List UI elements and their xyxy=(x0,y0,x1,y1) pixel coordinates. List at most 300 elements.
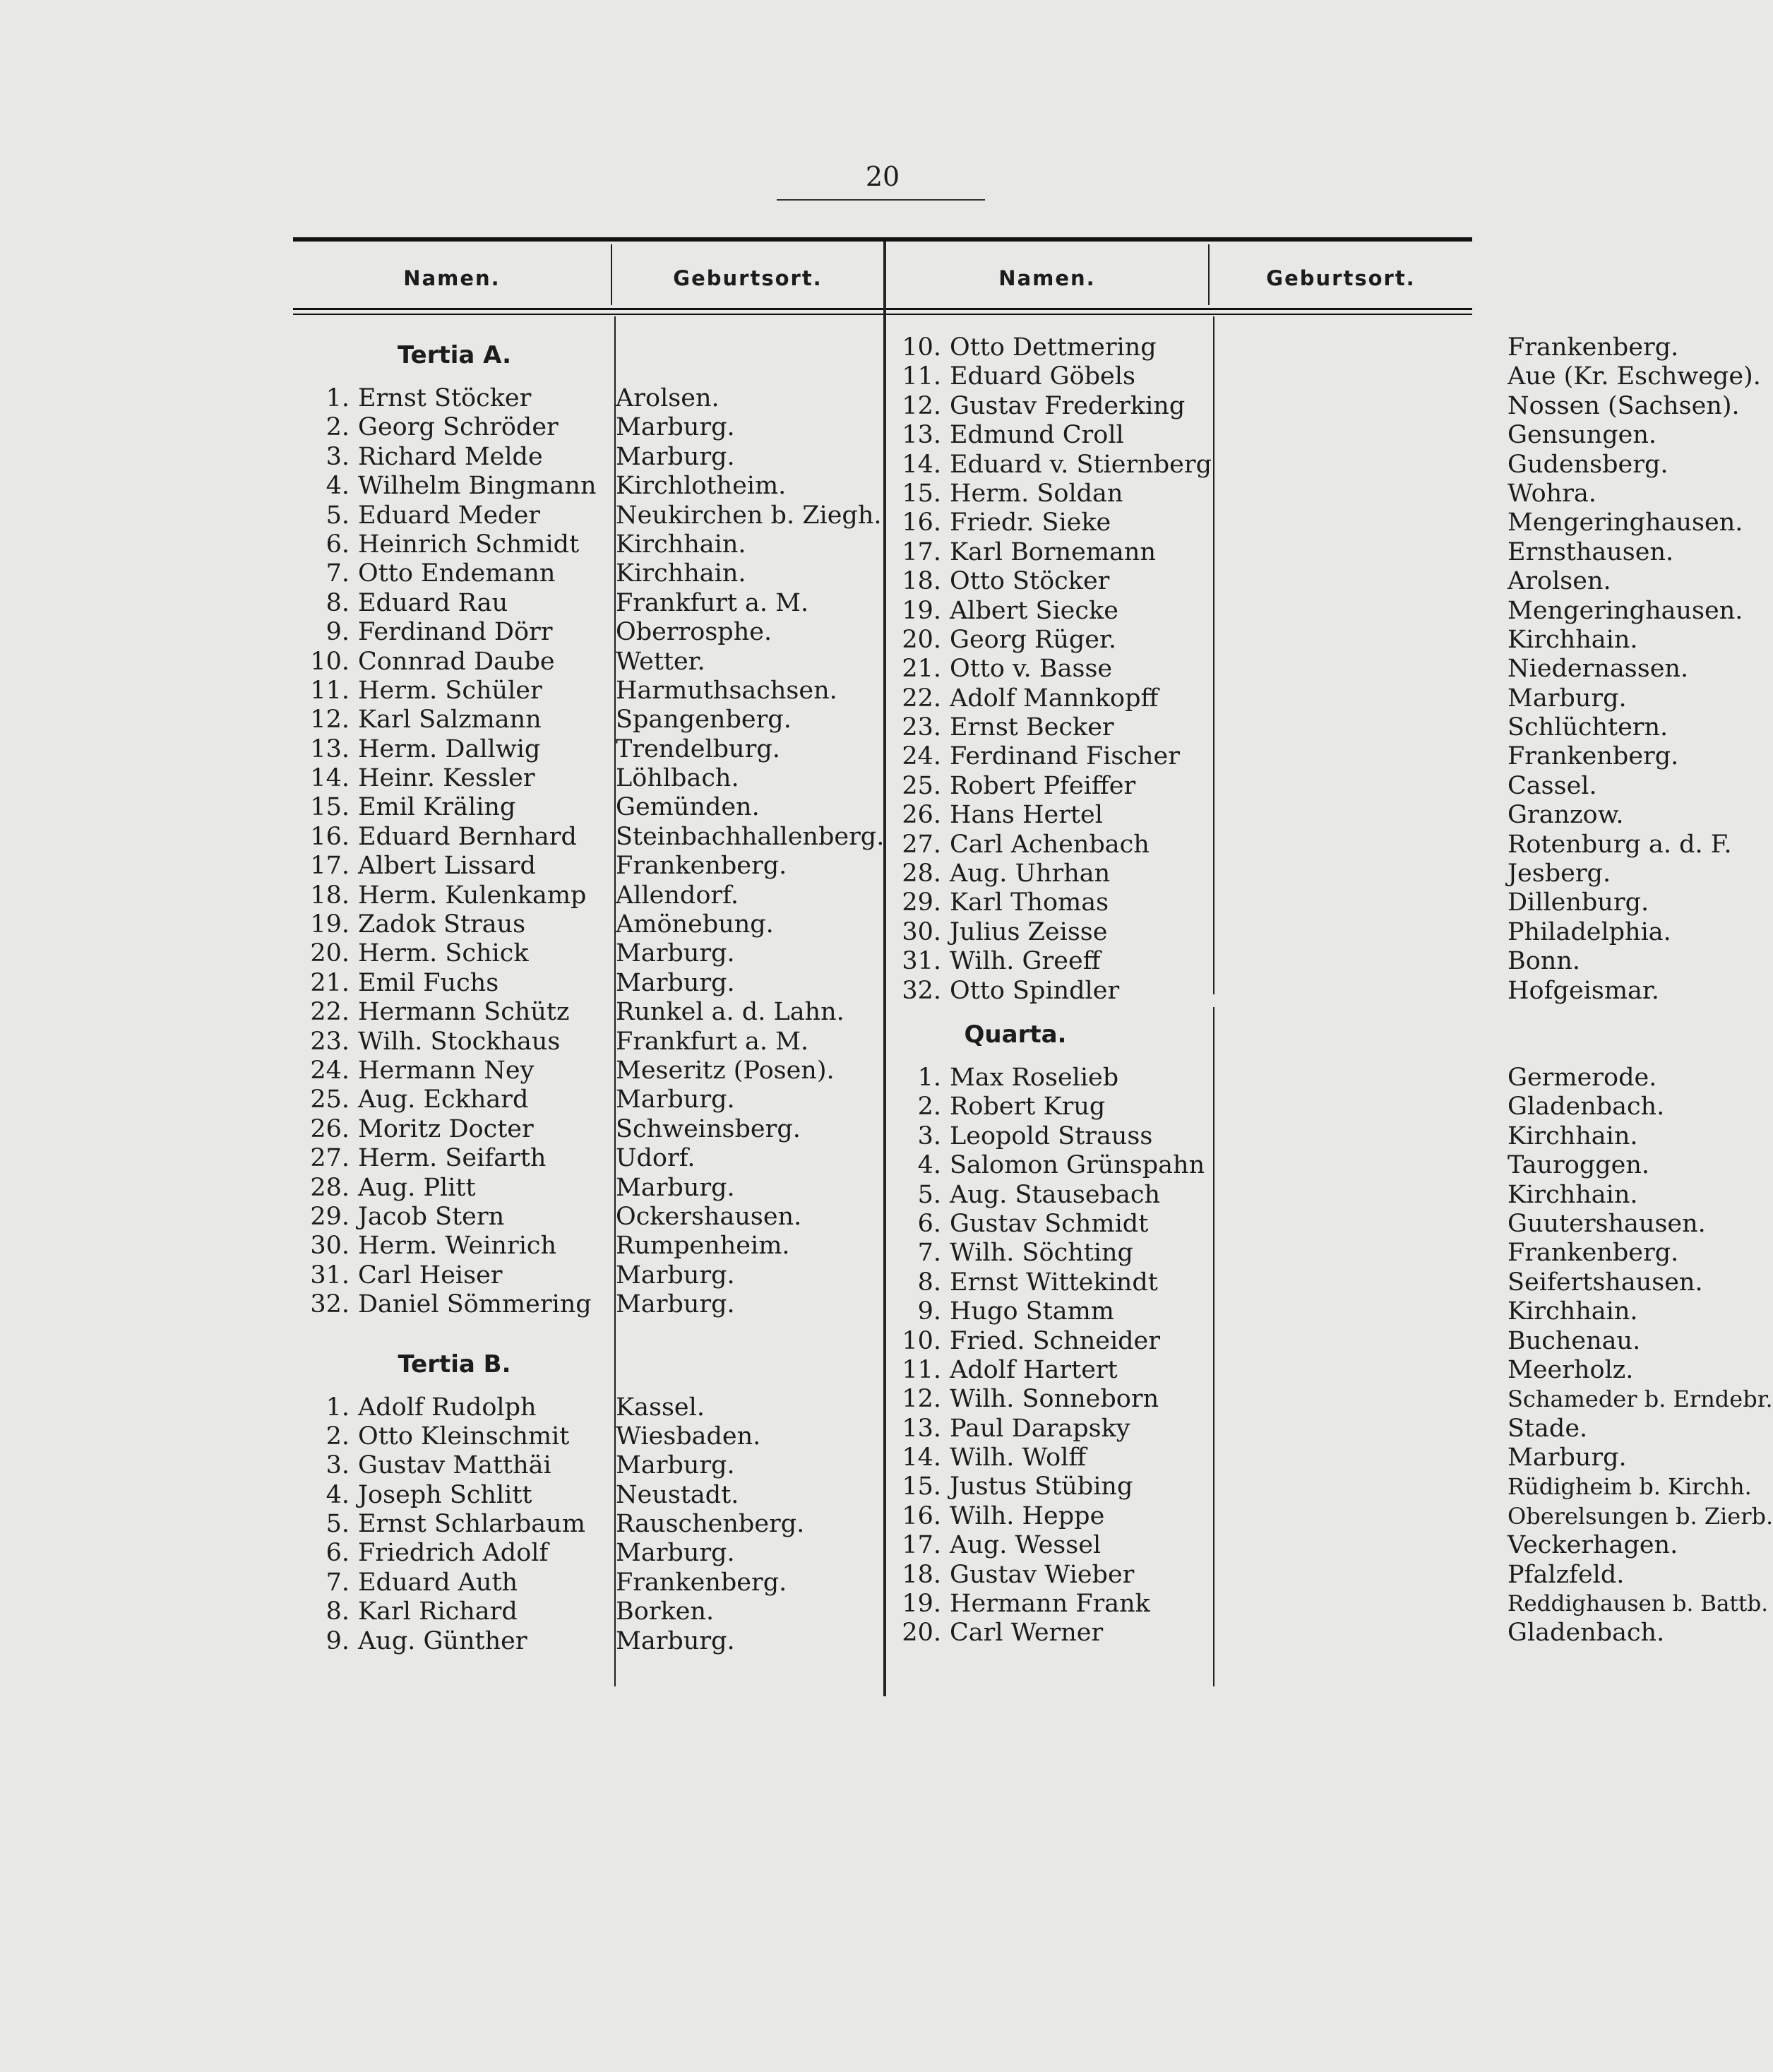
row-number: 22. xyxy=(902,684,941,713)
birthplace: Frankfurt a. M. xyxy=(616,588,809,617)
row-number: 4. xyxy=(326,1480,350,1509)
student-name: Karl Bornemann xyxy=(950,537,1156,566)
table-row xyxy=(885,917,1671,947)
student-name: Eduard Meder xyxy=(358,501,541,530)
birthplace: Frankenberg. xyxy=(616,1568,787,1597)
row-number: 16. xyxy=(310,822,350,851)
student-name: Hans Hertel xyxy=(950,801,1103,830)
student-name: Adolf Hartert xyxy=(950,1355,1118,1384)
header-name-right: Namen. xyxy=(998,266,1096,290)
student-name: Wilh. Söchting xyxy=(950,1239,1133,1268)
row-number: 27. xyxy=(310,1144,350,1173)
student-name: Herm. Kulenkamp xyxy=(358,881,587,910)
table-row xyxy=(885,1443,1627,1472)
birthplace: Marburg. xyxy=(616,442,735,471)
row-number: 21. xyxy=(310,968,350,997)
row-number: 14. xyxy=(902,450,941,479)
birthplace: Frankenberg. xyxy=(1508,1239,1679,1268)
birthplace: Gladenbach. xyxy=(1508,1619,1665,1648)
table-row xyxy=(885,655,1689,684)
row-number: 17. xyxy=(902,1531,941,1560)
birthplace: Philadelphia. xyxy=(1508,917,1671,946)
student-name: Robert Krug xyxy=(950,1092,1106,1121)
student-name: Max Roselieb xyxy=(950,1063,1119,1092)
birthplace: Neukirchen b. Ziegh. xyxy=(616,501,882,530)
student-name: Aug. Stausebach xyxy=(950,1180,1161,1209)
row-number: 11. xyxy=(310,676,350,705)
table-row xyxy=(885,1472,1752,1501)
student-name: Otto Stöcker xyxy=(950,567,1110,596)
table-row xyxy=(885,859,1611,888)
table-row xyxy=(885,537,1674,567)
student-name: Carl Achenbach xyxy=(950,830,1150,859)
birthplace: Veckerhagen. xyxy=(1508,1531,1678,1560)
birthplace: Oberelsungen b. Zierb. xyxy=(1508,1502,1773,1530)
table-row xyxy=(885,1560,1625,1590)
student-name: Otto Spindler xyxy=(950,976,1120,1005)
table-row xyxy=(885,1151,1650,1180)
birthplace: Frankenberg. xyxy=(616,852,787,881)
student-name: Aug. Plitt xyxy=(358,1173,476,1202)
birthplace: Kirchhain. xyxy=(1508,1121,1638,1150)
student-name: Gustav Schmidt xyxy=(950,1209,1149,1238)
birthplace: Pfalzfeld. xyxy=(1508,1560,1625,1589)
student-table xyxy=(293,237,1773,1692)
birthplace: Kassel. xyxy=(616,1393,705,1422)
row-number: 31. xyxy=(310,1261,350,1290)
student-name: Albert Siecke xyxy=(950,596,1118,625)
student-name: Robert Pfeiffer xyxy=(950,771,1136,800)
table-row xyxy=(885,596,1743,626)
row-number: 8. xyxy=(326,588,350,617)
row-number: 24. xyxy=(310,1056,350,1085)
row-number: 24. xyxy=(902,742,941,771)
birthplace: Amönebung. xyxy=(616,910,774,939)
birthplace: Ernsthausen. xyxy=(1508,537,1674,566)
row-number: 30. xyxy=(310,1232,350,1261)
birthplace: Marburg. xyxy=(616,1290,735,1319)
table-row xyxy=(885,1209,1706,1239)
row-number: 15. xyxy=(902,1472,941,1501)
birthplace: Bonn. xyxy=(1508,947,1581,976)
row-number: 12. xyxy=(310,705,350,734)
table-row xyxy=(885,479,1596,508)
row-number: 17. xyxy=(310,852,350,881)
birthplace: Gladenbach. xyxy=(1508,1092,1665,1121)
birthplace: Marburg. xyxy=(616,1085,735,1114)
student-name: Connrad Daube xyxy=(358,647,555,676)
birthplace: Kirchhain. xyxy=(616,559,746,588)
birthplace: Arolsen. xyxy=(1508,567,1611,596)
header-name-left: Namen. xyxy=(403,266,501,290)
student-name: Eduard Auth xyxy=(358,1568,518,1597)
table-row xyxy=(885,567,1611,596)
row-number: 9. xyxy=(326,1626,350,1655)
birthplace: Gemünden. xyxy=(616,793,760,822)
student-name: Aug. Günther xyxy=(358,1626,527,1655)
birthplace: Oberrosphe. xyxy=(616,618,772,647)
student-name: Wilhelm Bingmann xyxy=(358,472,597,501)
row-number: 2. xyxy=(917,1092,941,1121)
section-title-quarta: Quarta. xyxy=(964,1020,1067,1049)
table-row xyxy=(885,625,1638,655)
row-number: 28. xyxy=(310,1173,350,1202)
birthplace: Gudensberg. xyxy=(1508,450,1668,479)
row-number: 12. xyxy=(902,1385,941,1414)
student-name: Herm. Schüler xyxy=(358,676,542,705)
birthplace: Runkel a. d. Lahn. xyxy=(616,998,844,1027)
table-row xyxy=(885,801,1624,830)
student-name: Wilh. Wolff xyxy=(950,1443,1087,1472)
section-title-tertia-b: Tertia B. xyxy=(398,1350,511,1379)
student-name: Eduard Rau xyxy=(358,588,508,617)
table-row xyxy=(885,362,1761,391)
birthplace: Seifertshausen. xyxy=(1508,1268,1703,1297)
birthplace: Frankfurt a. M. xyxy=(616,1027,809,1056)
table-row xyxy=(885,684,1627,713)
student-name: Georg Rüger. xyxy=(950,625,1117,654)
row-number: 18. xyxy=(902,1560,941,1589)
student-name: Ernst Wittekindt xyxy=(950,1268,1158,1297)
row-number: 17. xyxy=(902,537,941,566)
birthplace: Schlüchtern. xyxy=(1508,713,1668,742)
row-number: 26. xyxy=(902,801,941,830)
student-name: Aug. Eckhard xyxy=(358,1085,529,1114)
table-row xyxy=(885,450,1668,480)
row-number: 16. xyxy=(902,1501,941,1530)
birthplace: Guutershausen. xyxy=(1508,1209,1706,1238)
header-place-right: Geburtsort. xyxy=(1266,266,1416,290)
row-number: 8. xyxy=(917,1268,941,1297)
birthplace: Wohra. xyxy=(1508,479,1596,508)
birthplace: Kirchhain. xyxy=(1508,1180,1638,1209)
section-title-tertia-a: Tertia A. xyxy=(397,341,512,369)
table-row xyxy=(885,1268,1703,1297)
row-number: 19. xyxy=(902,1590,941,1619)
birthplace: Tauroggen. xyxy=(1508,1151,1650,1180)
table-row xyxy=(885,1063,1657,1092)
student-name: Otto Endemann xyxy=(358,559,556,588)
table-row xyxy=(885,742,1679,771)
vrule-header-left xyxy=(611,244,612,305)
student-name: Daniel Sömmering xyxy=(358,1290,592,1319)
birthplace: Marburg. xyxy=(1508,684,1627,713)
row-number: 18. xyxy=(310,881,350,910)
table-row xyxy=(885,1619,1665,1648)
birthplace: Kirchhain. xyxy=(616,530,746,559)
student-name: Otto v. Basse xyxy=(950,655,1113,684)
student-name: Moritz Docter xyxy=(358,1114,534,1143)
birthplace: Dillenburg. xyxy=(1508,888,1649,917)
table-row xyxy=(885,771,1597,801)
row-number: 4. xyxy=(917,1151,941,1180)
row-number: 2. xyxy=(326,413,350,442)
row-number: 14. xyxy=(902,1443,941,1472)
row-number: 3. xyxy=(917,1121,941,1150)
birthplace: Steinbachhallenberg. xyxy=(616,822,885,851)
birthplace: Reddighausen b. Battb. xyxy=(1508,1591,1769,1617)
header-place-left: Geburtsort. xyxy=(673,266,823,290)
row-number: 20. xyxy=(902,1619,941,1648)
table-row xyxy=(885,1326,1641,1356)
table-row xyxy=(885,1385,1773,1414)
table-row xyxy=(885,830,1732,859)
birthplace: Stade. xyxy=(1508,1414,1588,1443)
student-name: Joseph Schlitt xyxy=(358,1480,532,1509)
row-number: 13. xyxy=(310,734,350,763)
page-number-rule xyxy=(777,199,985,201)
student-name: Eduard Göbels xyxy=(950,362,1135,391)
student-name: Adolf Mannkopff xyxy=(950,684,1159,713)
row-number: 15. xyxy=(310,793,350,822)
student-name: Gustav Frederking xyxy=(950,391,1186,420)
birthplace: Marburg. xyxy=(616,1539,735,1568)
row-number: 15. xyxy=(902,479,941,508)
birthplace: Marburg. xyxy=(616,1626,735,1655)
student-name: Jacob Stern xyxy=(358,1202,505,1231)
birthplace: Kirchhain. xyxy=(1508,625,1638,654)
birthplace: Rüdigheim b. Kirchh. xyxy=(1508,1473,1752,1501)
table-row xyxy=(885,1501,1773,1531)
student-name: Emil Kräling xyxy=(358,793,516,822)
birthplace: Buchenau. xyxy=(1508,1326,1641,1355)
row-number: 10. xyxy=(902,1326,941,1355)
student-name: Paul Darapsky xyxy=(950,1414,1130,1443)
student-name: Herm. Soldan xyxy=(950,479,1123,508)
student-name: Ernst Stöcker xyxy=(358,384,532,412)
row-number: 8. xyxy=(326,1597,350,1626)
table-row xyxy=(885,1531,1678,1560)
table-row xyxy=(885,1414,1588,1443)
student-name: Aug. Uhrhan xyxy=(950,859,1111,888)
table-row xyxy=(885,508,1743,537)
table-row xyxy=(885,976,1659,1006)
row-number: 10. xyxy=(310,647,350,676)
row-number: 22. xyxy=(310,998,350,1027)
row-number: 26. xyxy=(310,1114,350,1143)
row-number: 9. xyxy=(326,618,350,647)
header-rule-1 xyxy=(293,308,1472,310)
row-number: 6. xyxy=(326,530,350,559)
student-name: Otto Dettmering xyxy=(950,333,1157,362)
row-number: 21. xyxy=(902,655,941,684)
student-name: Karl Salzmann xyxy=(358,705,542,734)
table-row xyxy=(885,391,1740,421)
student-name: Gustav Wieber xyxy=(950,1560,1135,1589)
student-name: Herm. Seifarth xyxy=(358,1144,547,1173)
birthplace: Hofgeismar. xyxy=(1508,976,1659,1005)
student-name: Aug. Wessel xyxy=(950,1531,1102,1560)
birthplace: Marburg. xyxy=(1508,1443,1627,1472)
student-name: Edmund Croll xyxy=(950,421,1124,450)
table-row xyxy=(885,1180,1638,1210)
row-number: 13. xyxy=(902,421,941,450)
row-number: 5. xyxy=(326,1510,350,1539)
birthplace: Cassel. xyxy=(1508,771,1597,800)
birthplace: Aue (Kr. Eschwege). xyxy=(1508,362,1761,391)
student-name: Gustav Matthäi xyxy=(358,1451,551,1480)
row-number: 28. xyxy=(902,859,941,888)
student-name: Hermann Ney xyxy=(358,1056,535,1085)
student-name: Wilh. Sonneborn xyxy=(950,1385,1159,1414)
student-name: Heinrich Schmidt xyxy=(358,530,580,559)
student-name: Albert Lissard xyxy=(358,852,536,881)
row-number: 25. xyxy=(902,771,941,800)
student-name: Heinr. Kessler xyxy=(358,764,535,793)
birthplace: Arolsen. xyxy=(616,384,720,412)
student-name: Hugo Stamm xyxy=(950,1297,1114,1326)
row-number: 18. xyxy=(902,567,941,596)
student-name: Hermann Frank xyxy=(950,1590,1150,1619)
page-number: 20 xyxy=(865,161,900,192)
header-rule-2 xyxy=(293,314,1472,315)
row-number: 23. xyxy=(310,1027,350,1056)
student-name: Eduard v. Stiernberg xyxy=(950,450,1212,479)
row-number: 3. xyxy=(326,1451,350,1480)
table-row xyxy=(885,1297,1638,1326)
table-row xyxy=(885,947,1581,976)
right-column xyxy=(885,333,1773,1648)
birthplace: Frankenberg. xyxy=(1508,333,1679,362)
row-number: 23. xyxy=(902,713,941,742)
row-number: 11. xyxy=(902,362,941,391)
row-number: 1. xyxy=(917,1063,941,1092)
birthplace: Marburg. xyxy=(616,1261,735,1290)
row-number: 20. xyxy=(310,939,350,968)
row-number: 13. xyxy=(902,1414,941,1443)
birthplace: Wetter. xyxy=(616,647,705,676)
row-number: 5. xyxy=(917,1180,941,1209)
row-number: 31. xyxy=(902,947,941,976)
student-name: Wilh. Heppe xyxy=(950,1501,1105,1530)
student-name: Herm. Schick xyxy=(358,939,529,968)
student-name: Karl Richard xyxy=(358,1597,518,1626)
row-number: 27. xyxy=(902,830,941,859)
table-row xyxy=(885,1092,1665,1121)
vrule-header-right xyxy=(1208,244,1210,305)
birthplace: Borken. xyxy=(616,1597,715,1626)
student-name: Herm. Dallwig xyxy=(358,734,541,763)
row-number: 6. xyxy=(326,1539,350,1568)
table-row xyxy=(885,1239,1679,1268)
student-name: Wilh. Greeff xyxy=(950,947,1101,976)
birthplace: Mengeringhausen. xyxy=(1508,508,1743,537)
birthplace: Mengeringhausen. xyxy=(1508,596,1743,625)
birthplace: Rauschenberg. xyxy=(616,1510,805,1539)
student-name: Adolf Rudolph xyxy=(358,1393,537,1422)
student-name: Friedrich Adolf xyxy=(358,1539,549,1568)
row-number: 25. xyxy=(310,1085,350,1114)
student-name: Ferdinand Fischer xyxy=(950,742,1180,771)
birthplace: Granzow. xyxy=(1508,801,1624,830)
top-rule xyxy=(293,237,1472,242)
student-name: Ernst Schlarbaum xyxy=(358,1510,585,1539)
row-number: 14. xyxy=(310,764,350,793)
row-number: 5. xyxy=(326,501,350,530)
birthplace: Marburg. xyxy=(616,413,735,442)
student-name: Ferdinand Dörr xyxy=(358,618,553,647)
row-number: 7. xyxy=(917,1239,941,1268)
student-name: Wilh. Stockhaus xyxy=(358,1027,561,1056)
student-name: Salomon Grünspahn xyxy=(950,1151,1205,1180)
row-number: 29. xyxy=(310,1202,350,1231)
table-row xyxy=(885,333,1679,362)
birthplace: Rumpenheim. xyxy=(616,1232,790,1261)
birthplace: Wiesbaden. xyxy=(616,1422,761,1451)
table-row xyxy=(885,888,1649,917)
birthplace: Löhlbach. xyxy=(616,764,739,793)
student-name: Justus Stübing xyxy=(950,1472,1133,1501)
row-number: 16. xyxy=(902,508,941,537)
birthplace: Spangenberg. xyxy=(616,705,792,734)
birthplace: Ockershausen. xyxy=(616,1202,802,1231)
birthplace: Meerholz. xyxy=(1508,1355,1634,1384)
table-row xyxy=(885,1355,1634,1385)
student-name: Zadok Straus xyxy=(358,910,526,939)
row-number: 20. xyxy=(902,625,941,654)
birthplace: Schweinsberg. xyxy=(616,1114,801,1143)
birthplace: Marburg. xyxy=(616,968,735,997)
table-row xyxy=(885,713,1668,742)
row-number: 32. xyxy=(902,976,941,1005)
birthplace: Marburg. xyxy=(616,939,735,968)
student-name: Ernst Becker xyxy=(950,713,1114,742)
birthplace: Jesberg. xyxy=(1508,859,1611,888)
birthplace: Kirchhain. xyxy=(1508,1297,1638,1326)
row-number: 6. xyxy=(917,1209,941,1238)
student-name: Emil Fuchs xyxy=(358,968,499,997)
row-number: 4. xyxy=(326,472,350,501)
student-name: Carl Heiser xyxy=(358,1261,503,1290)
birthplace: Rotenburg a. d. F. xyxy=(1508,830,1732,859)
table-row xyxy=(885,421,1657,450)
birthplace: Gensungen. xyxy=(1508,421,1657,450)
row-number: 10. xyxy=(902,333,941,362)
birthplace: Nossen (Sachsen). xyxy=(1508,391,1740,420)
student-name: Julius Zeisse xyxy=(950,917,1108,946)
row-number: 2. xyxy=(326,1422,350,1451)
row-number: 1. xyxy=(326,384,350,412)
student-name: Georg Schröder xyxy=(358,413,559,442)
student-name: Richard Melde xyxy=(358,442,543,471)
birthplace: Trendelburg. xyxy=(616,734,780,763)
student-name: Leopold Strauss xyxy=(950,1121,1153,1150)
row-number: 12. xyxy=(902,391,941,420)
row-number: 19. xyxy=(902,596,941,625)
student-name: Herm. Weinrich xyxy=(358,1232,557,1261)
student-name: Carl Werner xyxy=(950,1619,1104,1648)
birthplace: Germerode. xyxy=(1508,1063,1657,1092)
student-name: Otto Kleinschmit xyxy=(358,1422,570,1451)
birthplace: Schameder b. Erndebr. xyxy=(1508,1386,1773,1413)
row-number: 9. xyxy=(917,1297,941,1326)
birthplace: Marburg. xyxy=(616,1451,735,1480)
row-number: 7. xyxy=(326,559,350,588)
row-number: 11. xyxy=(902,1355,941,1384)
row-number: 1. xyxy=(326,1393,350,1422)
birthplace: Frankenberg. xyxy=(1508,742,1679,771)
row-number: 19. xyxy=(310,910,350,939)
student-name: Eduard Bernhard xyxy=(358,822,577,851)
birthplace: Niedernassen. xyxy=(1508,655,1689,684)
student-name: Friedr. Sieke xyxy=(950,508,1111,537)
birthplace: Marburg. xyxy=(616,1173,735,1202)
birthplace: Harmuthsachsen. xyxy=(616,676,837,705)
birthplace: Meseritz (Posen). xyxy=(616,1056,835,1085)
row-number: 3. xyxy=(326,442,350,471)
birthplace: Udorf. xyxy=(616,1144,696,1173)
birthplace: Neustadt. xyxy=(616,1480,739,1509)
